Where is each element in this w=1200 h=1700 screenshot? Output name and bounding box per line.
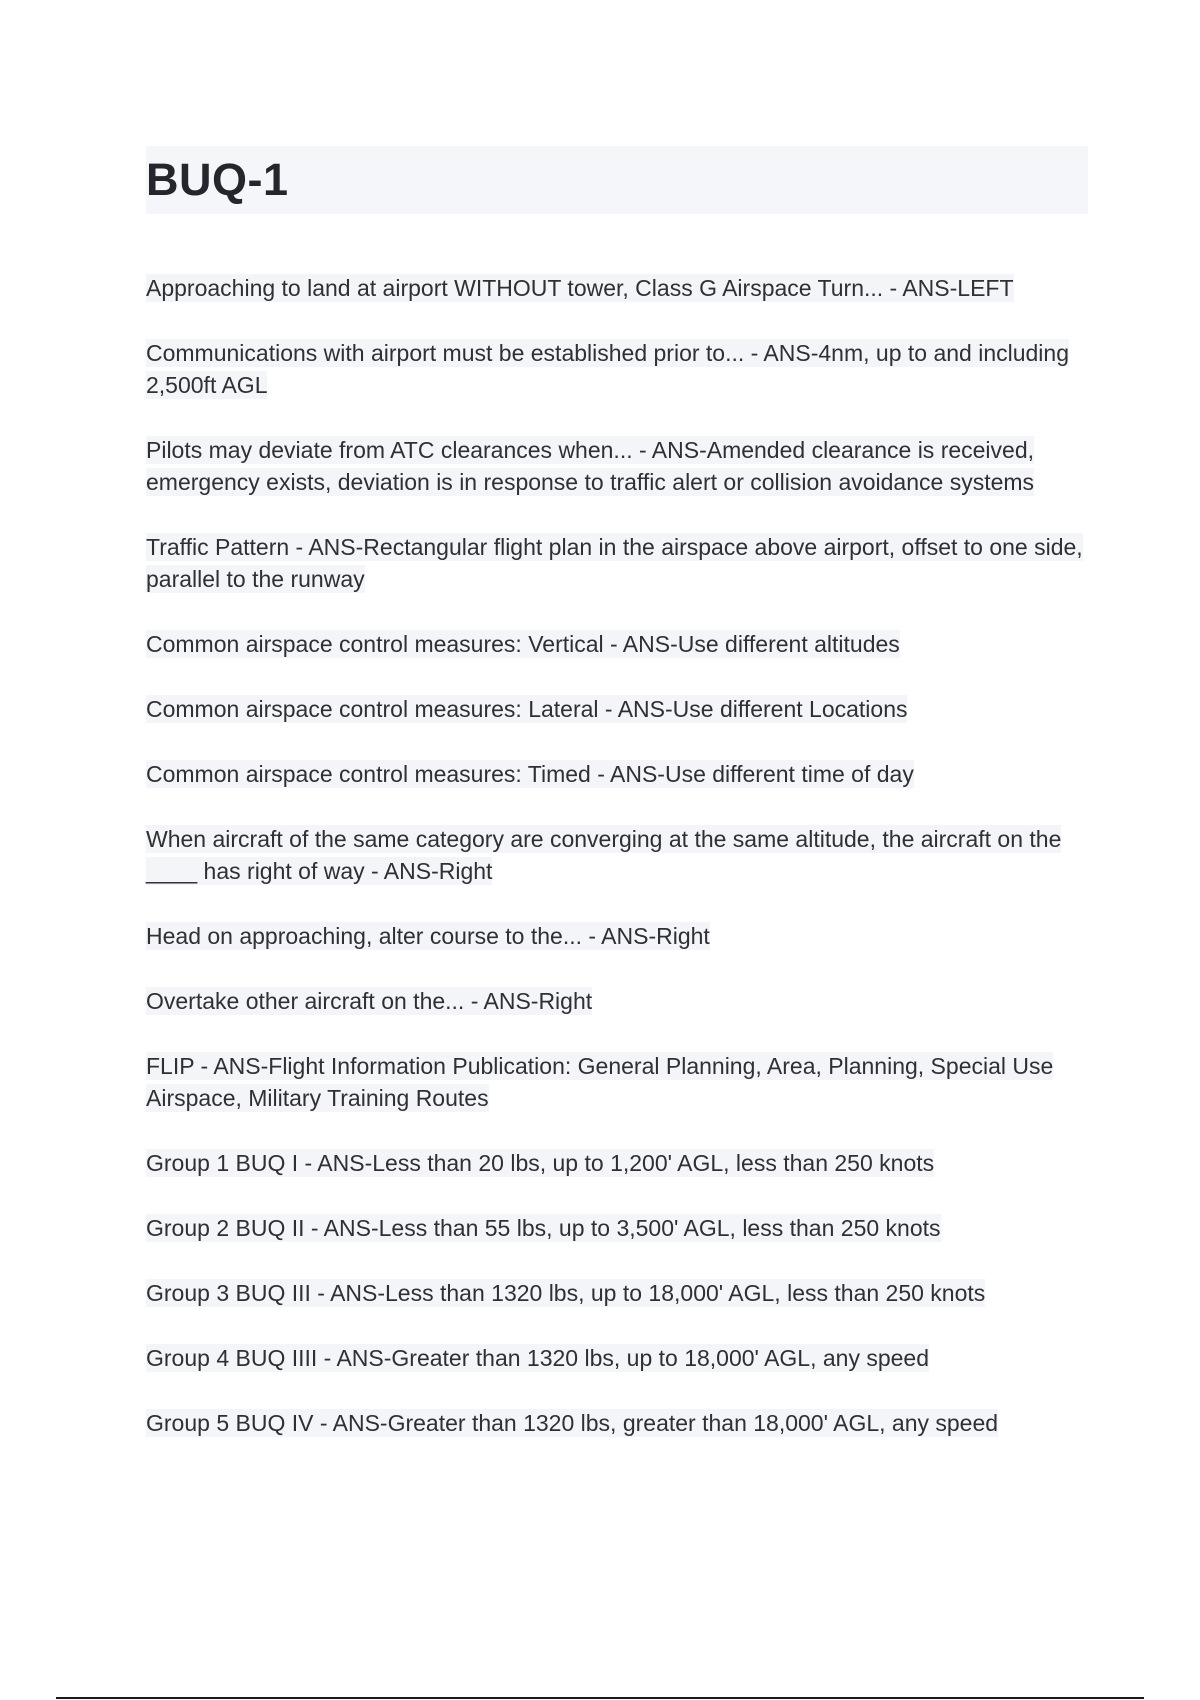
qa-item bbox=[146, 693, 1096, 725]
qa-text: Pilots may deviate from ATC clearances when... - ANS-Amended clearance is received, emergency exists, deviation is in response to traffic alert or collision avoidance systems bbox=[146, 437, 1035, 495]
qa-item bbox=[146, 823, 1096, 887]
qa-item bbox=[146, 434, 1096, 498]
qa-item bbox=[146, 1342, 1096, 1374]
qa-text: Overtake other aircraft on the... - ANS-Right bbox=[146, 988, 593, 1014]
qa-item bbox=[146, 531, 1096, 595]
qa-text: Group 2 BUQ II - ANS-Less than 55 lbs, up to 3,500' AGL, less than 250 knots bbox=[146, 1215, 941, 1241]
qa-text: Common airspace control measures: Timed - ANS-Use different time of day bbox=[146, 761, 914, 787]
qa-text: Head on approaching, alter course to the... - ANS-Right bbox=[146, 923, 710, 949]
qa-text: Group 1 BUQ I - ANS-Less than 20 lbs, up to 1,200' AGL, less than 250 knots bbox=[146, 1150, 935, 1176]
qa-item bbox=[146, 272, 1096, 304]
qa-text: Traffic Pattern - ANS-Rectangular flight plan in the airspace above airport, offset to one side, parallel to the runway bbox=[146, 534, 1083, 592]
footer-divider bbox=[56, 1697, 1144, 1699]
qa-item bbox=[146, 1407, 1096, 1439]
qa-list bbox=[146, 272, 1096, 1472]
qa-item bbox=[146, 1050, 1096, 1114]
qa-text: Group 5 BUQ IV - ANS-Greater than 1320 lbs, greater than 18,000' AGL, any speed bbox=[146, 1410, 999, 1436]
qa-text: Approaching to land at airport WITHOUT tower, Class G Airspace Turn... - ANS-LEFT bbox=[146, 275, 1014, 301]
qa-item bbox=[146, 628, 1096, 660]
qa-text: Group 4 BUQ IIII - ANS-Greater than 1320 lbs, up to 18,000' AGL, any speed bbox=[146, 1345, 930, 1371]
qa-item bbox=[146, 758, 1096, 790]
qa-item bbox=[146, 1147, 1096, 1179]
qa-text: Common airspace control measures: Vertical - ANS-Use different altitudes bbox=[146, 631, 900, 657]
qa-text: When aircraft of the same category are converging at the same altitude, the aircraft on the ____ has right of way - ANS-Right bbox=[146, 826, 1062, 884]
qa-text: Common airspace control measures: Lateral - ANS-Use different Locations bbox=[146, 696, 908, 722]
qa-item bbox=[146, 1212, 1096, 1244]
qa-item bbox=[146, 1277, 1096, 1309]
qa-text: Group 3 BUQ III - ANS-Less than 1320 lbs, up to 18,000' AGL, less than 250 knots bbox=[146, 1280, 986, 1306]
qa-item bbox=[146, 985, 1096, 1017]
qa-item bbox=[146, 337, 1096, 401]
title-block bbox=[146, 146, 1088, 214]
qa-item bbox=[146, 920, 1096, 952]
qa-text: Communications with airport must be established prior to... - ANS-4nm, up to and including 2,500ft AGL bbox=[146, 340, 1069, 398]
qa-text: FLIP - ANS-Flight Information Publication: General Planning, Area, Planning, Special Use Airspace, Military Training Routes bbox=[146, 1053, 1054, 1111]
document-title: BUQ-1 bbox=[146, 154, 289, 205]
